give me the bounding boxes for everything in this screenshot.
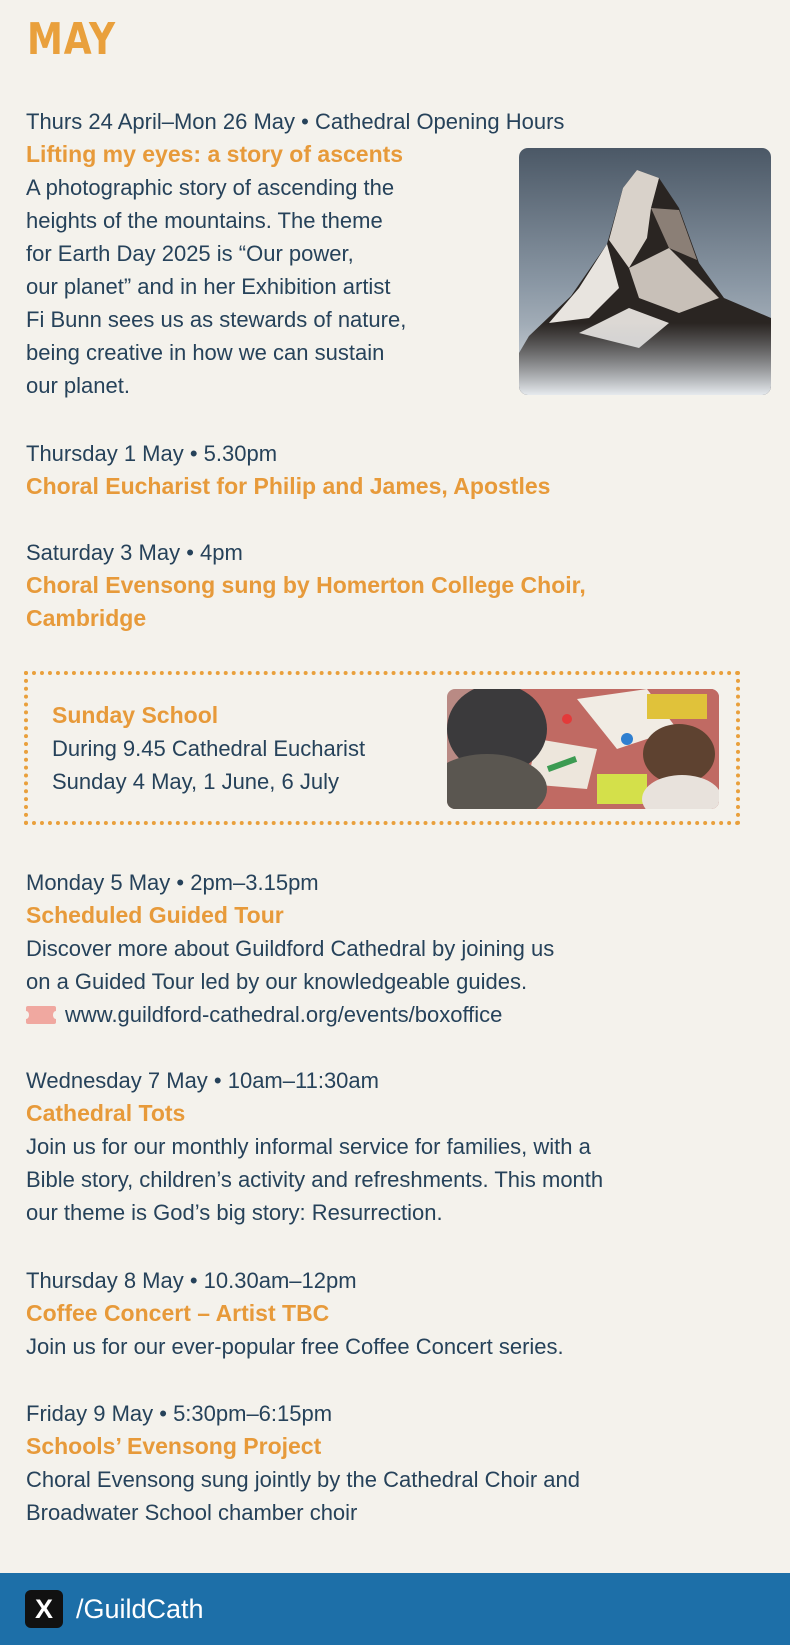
event-description: Join us for our ever-popular free Coffee Concert series. (26, 1334, 564, 1359)
event-title: Schools’ Evensong Project (26, 1433, 322, 1459)
sunday-school-line1: During 9.45 Cathedral Eucharist (52, 736, 366, 761)
event-datetime: Friday 9 May • 5:30pm–6:15pm (26, 1401, 333, 1426)
event-guided-tour (26, 866, 554, 1031)
boxoffice-link-row[interactable] (26, 998, 554, 1031)
event-datetime: Thursday 8 May • 10.30am–12pm (26, 1268, 357, 1293)
sunday-school-line2: Sunday 4 May, 1 June, 6 July (52, 769, 339, 794)
ticket-icon (26, 1006, 56, 1024)
event-choral-evensong (26, 536, 586, 635)
event-datetime: Monday 5 May • 2pm–3.15pm (26, 870, 319, 895)
children-crafts-photo (447, 689, 719, 809)
sunday-school-title: Sunday School (52, 702, 219, 728)
event-exhibition (26, 105, 564, 402)
event-choral-eucharist (26, 437, 550, 503)
event-title: Coffee Concert – Artist TBC (26, 1300, 330, 1326)
event-title-line2: Cambridge (26, 605, 147, 631)
event-description: Join us for our monthly informal service for families, with a Bible story, children’s activity and refreshments. This month our theme is God’s big story: Resurrection. (26, 1134, 604, 1225)
event-schools-evensong (26, 1397, 580, 1529)
event-title: Choral Eucharist for Philip and James, Apostles (26, 473, 551, 499)
x-social-icon[interactable]: X (25, 1590, 63, 1628)
event-title: Lifting my eyes: a story of ascents (26, 141, 404, 167)
sunday-school-box (24, 671, 740, 825)
event-description: Discover more about Guildford Cathedral by joining us on a Guided Tour led by our knowledgeable guides. (26, 936, 555, 994)
event-description: A photographic story of ascending the heights of the mountains. The theme for Earth Day 2025 is “Our power, our planet” and in her Exhibition artist Fi Bunn sees us as stewards of nature, being creative in how we can sustain our planet. (26, 175, 407, 398)
boxoffice-link[interactable]: www.guildford-cathedral.org/events/boxoffice (65, 1002, 503, 1027)
event-coffee-concert (26, 1264, 564, 1363)
sunday-school-text (52, 699, 365, 798)
month-heading: MAY (27, 14, 116, 65)
event-datetime: Wednesday 7 May • 10am–11:30am (26, 1068, 379, 1093)
social-handle[interactable]: /GuildCath (76, 1594, 204, 1624)
event-title: Scheduled Guided Tour (26, 902, 284, 928)
event-title: Cathedral Tots (26, 1100, 186, 1126)
event-datetime: Saturday 3 May • 4pm (26, 540, 243, 565)
event-cathedral-tots (26, 1064, 603, 1229)
event-datetime: Thurs 24 April–Mon 26 May • Cathedral Opening Hours (26, 109, 565, 134)
event-description: Choral Evensong sung jointly by the Cathedral Choir and Broadwater School chamber choir (26, 1467, 580, 1525)
mountain-photo (519, 148, 771, 395)
footer-bar (0, 1573, 790, 1645)
event-datetime: Thursday 1 May • 5.30pm (26, 441, 278, 466)
event-title-line1: Choral Evensong sung by Homerton College Choir, (26, 572, 586, 598)
